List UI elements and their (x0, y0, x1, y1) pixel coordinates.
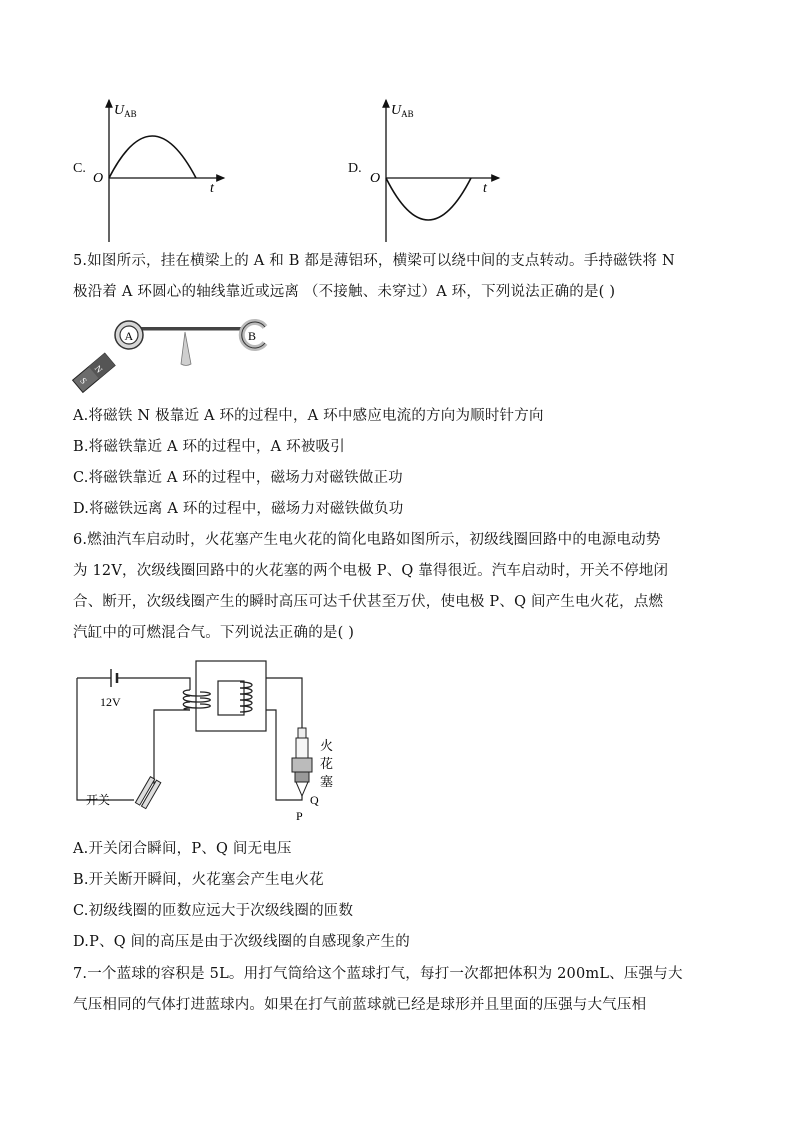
q5-option-a: A.将磁铁 N 极靠近 A 环的过程中，A 环中感应电流的方向为顺时针方向 (73, 408, 544, 424)
secondary-coil (240, 682, 252, 712)
option-d-label: D. (348, 161, 362, 176)
q6-stem-line-2: 为 12V，次级线圈回路中的火花塞的两个电极 P、Q 靠得很近。汽车启动时，开关不停地闭 (73, 563, 669, 579)
spark-plug (292, 728, 312, 796)
origin-label: O (370, 171, 381, 186)
q5-option-b: B.将磁铁靠近 A 环的过程中，A 环被吸引 (73, 439, 345, 455)
pivot-support (181, 332, 191, 366)
q5-option-d: D.将磁铁远离 A 环的过程中，磁场力对磁铁做负功 (73, 501, 404, 517)
graph-option-d (365, 92, 505, 244)
y-axis-label: $U_{AB}$ (114, 103, 137, 119)
q7-stem-line-1: 7.一个蓝球的容积是 5L。用打气筒给这个蓝球打气，每打一次都把体积为 200mL、压强与大 (73, 966, 683, 982)
switch (135, 777, 160, 809)
switch-label: 开关 (86, 793, 111, 807)
q6-option-c: C.初级线圈的匝数应远大于次级线圈的匝数 (73, 903, 354, 919)
ring-b-label: B (248, 329, 257, 343)
primary-coil (183, 690, 210, 710)
q6-stem-line-3: 合、断开，次级线圈产生的瞬时高压可达千伏甚至万伏，使电极 P、Q 间产生电火花，点燃 (73, 594, 664, 610)
voltage-curve (109, 136, 196, 178)
q5-stem-line-1: 5.如图所示，挂在横梁上的 A 和 B 都是薄铝环，横梁可以绕中间的支点转动。手持磁铁将 N (73, 253, 675, 269)
spark-plug-label-2: 花 (320, 756, 334, 771)
q6-figure-ignition-circuit (70, 658, 340, 828)
bar-magnet (73, 353, 115, 392)
option-c-label: C. (73, 161, 86, 176)
q6-option-d: D.P、Q 间的高压是由于次级线圈的自感现象产生的 (73, 934, 410, 950)
battery-label: 12V (100, 695, 121, 709)
spark-plug-label-1: 火 (320, 738, 334, 753)
ring-a-label: A (124, 329, 134, 343)
origin-label: O (93, 171, 104, 186)
spark-plug-label-3: 塞 (320, 774, 334, 789)
q6-option-a: A.开关闭合瞬间，P、Q 间无电压 (73, 841, 292, 857)
q6-stem-line-4: 汽缸中的可燃混合气。下列说法正确的是( ) (73, 625, 355, 641)
y-axis-label: $U_{AB}$ (391, 103, 414, 119)
crossbeam (128, 327, 246, 331)
q7-stem-line-2: 气压相同的气体打进蓝球内。如果在打气前蓝球就已经是球形并且里面的压强与大气压相 (73, 997, 647, 1013)
x-axis-label: t (483, 181, 487, 196)
magnet-s-label: S (78, 375, 89, 386)
q5-option-c: C.将磁铁靠近 A 环的过程中，磁场力对磁铁做正功 (73, 470, 403, 486)
voltage-curve (386, 178, 471, 220)
electrode-q-label: Q (310, 793, 319, 807)
q5-stem-line-2: 极沿着 A 环圆心的轴线靠近或远离 （不接触、未穿过）A 环，下列说法正确的是( ) (73, 284, 616, 300)
q6-option-b: B.开关断开瞬间，火花塞会产生电火花 (73, 872, 324, 888)
magnet-n-label: N (92, 363, 105, 375)
q6-stem-line-1: 6.燃油汽车启动时，火花塞产生电火花的简化电路如图所示，初级线圈回路中的电源电动势 (73, 532, 661, 548)
q5-figure-rings-and-magnet (70, 310, 280, 398)
x-axis-label: t (210, 181, 214, 196)
electrode-p-label: P (296, 809, 303, 823)
graph-option-c (90, 92, 230, 244)
